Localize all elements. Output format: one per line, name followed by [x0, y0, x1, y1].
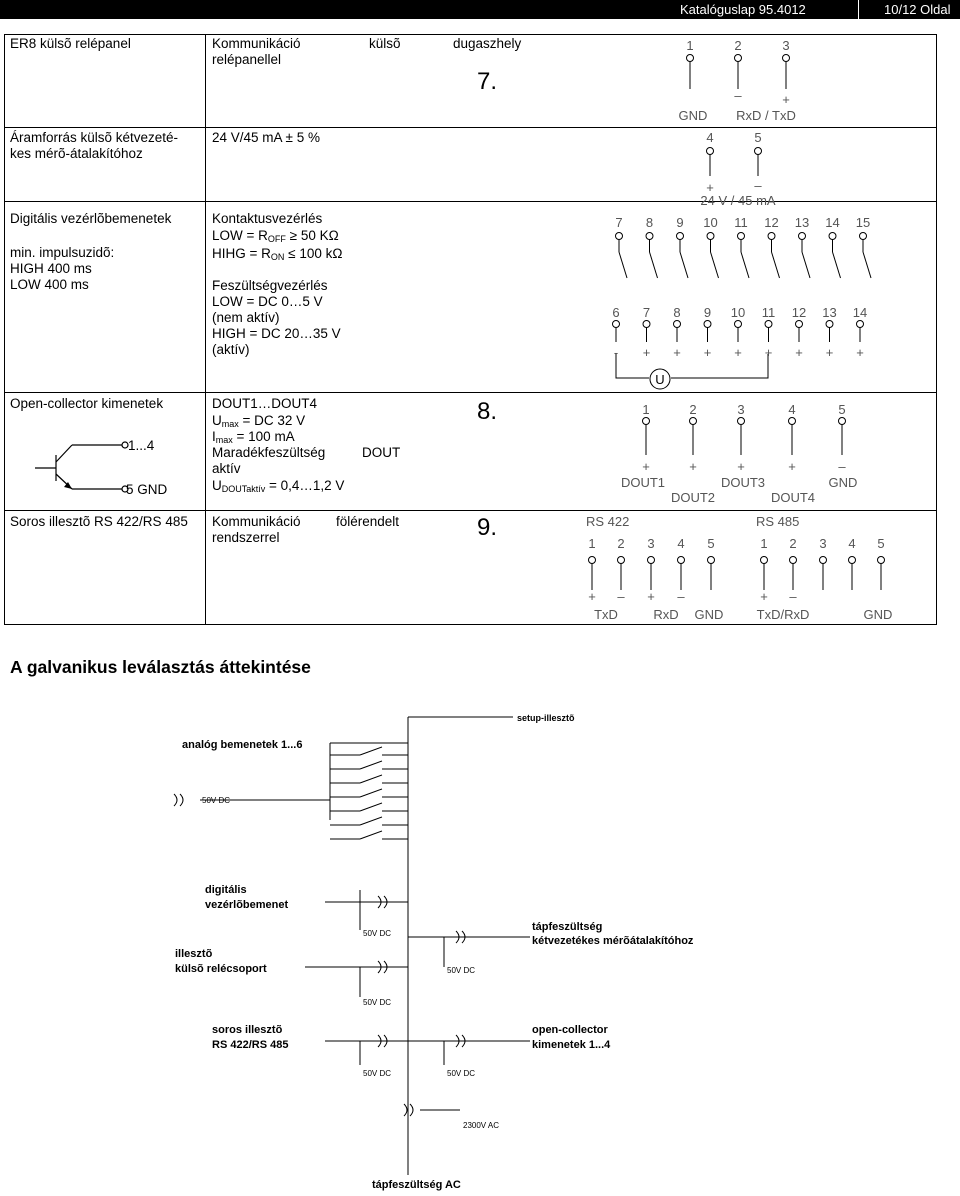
d7-input-sign-2: + — [673, 345, 681, 360]
d8-label-gnd: GND — [828, 475, 858, 490]
d7-terminal-mid-5: 5 — [754, 130, 762, 145]
row4-dout: DOUT — [362, 445, 401, 460]
gd-analog-switch-5 — [360, 817, 382, 825]
d7-input-sign-5: + — [764, 345, 773, 360]
row3-high-line: HIHG = $R_{ON} \le 100$ kΩ — [212, 246, 343, 262]
d7-sign-plus: + — [782, 92, 790, 107]
d8-label-dout4: DOUT4 — [770, 490, 816, 505]
d8-terminal-1: 1 — [642, 402, 650, 417]
d8-pin-3-circle — [738, 418, 745, 425]
row3-name-line3: min. impulsuzidõ: — [10, 245, 115, 260]
d7-input-top-pin-7 — [616, 233, 623, 240]
d8-pin-2-circle — [690, 418, 697, 425]
d7-input-switch-11 — [741, 252, 749, 278]
d9-label-rxd: RxD — [653, 607, 679, 622]
d7-input-bottom-11: 11 — [761, 305, 776, 320]
d7-input-switch-13 — [802, 252, 810, 278]
d8-terminal-5: 5 — [838, 402, 846, 417]
gd-label-v50-e: 50V DC — [363, 1069, 392, 1078]
d9-rs485-pin-3-circle — [820, 557, 827, 564]
d7-input-bottom-pin-14 — [857, 321, 864, 328]
gd-label-v2300: 2300V AC — [463, 1121, 500, 1130]
gd-label-v50-f: 50V DC — [447, 1069, 476, 1078]
d7-input-bottom-pin-6 — [613, 321, 620, 328]
d9-rs485-terminal-1: 1 — [760, 536, 768, 551]
d7-input-sign-1: + — [642, 345, 651, 360]
gd-analog-switch-1 — [360, 761, 382, 769]
transistor-symbol — [30, 425, 200, 505]
d7-input-top-7: 7 — [615, 215, 623, 230]
d7-input-bottom-13: 13 — [822, 305, 837, 320]
d7-sign-minus: – — [734, 88, 742, 103]
d8-sign-3: + — [788, 459, 796, 474]
d7-input-top-pin-9 — [677, 233, 684, 240]
row3-name-line4: HIGH 400 ms — [10, 261, 92, 276]
gd-label-serial-2: RS 422/RS 485 — [212, 1039, 289, 1051]
d8-label-dout3: DOUT3 — [720, 475, 766, 490]
d7-terminal-top-3: 3 — [782, 38, 790, 53]
row1-desc-left: Kommunikáció — [212, 36, 301, 51]
terminal-diagram-8 — [560, 393, 936, 510]
row5-desc-line2: rendszerrel — [212, 530, 280, 545]
row4-udout: $U_{DOUTaktív}$ = 0,4…1,2 V — [212, 478, 345, 494]
row3-low-line: LOW = $R_{OFF} \ge 50$ KΩ — [212, 228, 339, 244]
transistor-label-gnd: 5 GND — [126, 482, 168, 497]
d7-input-bottom-pin-8 — [674, 321, 681, 328]
d9-rs485-terminal-5: 5 — [877, 536, 885, 551]
row5-desc-left: Kommunikáció — [212, 514, 301, 529]
gd-barrier-ac-arc1 — [404, 1104, 407, 1116]
d7-input-sign-7: + — [825, 345, 834, 360]
row3-volt-line4: HIGH = DC 20…35 V — [212, 326, 341, 341]
d8-terminal-2: 2 — [689, 402, 697, 417]
gd-label-v50-c: 50V DC — [447, 966, 476, 975]
d7-sign-mid-plus: + — [706, 180, 714, 195]
row3-volt-line5: (aktív) — [212, 342, 250, 357]
d7-input-bottom-pin-12 — [796, 321, 803, 328]
d9-rs422-sign-3: – — [677, 589, 685, 604]
catalog-number: Katalóguslap 95.4012 — [680, 2, 806, 17]
row3-contact-title: Kontaktusvezérlés — [212, 211, 323, 226]
d9-rs422-terminal-3: 3 — [647, 536, 655, 551]
galvanic-isolation-diagram — [160, 705, 760, 1195]
d7-input-bottom-9: 9 — [703, 305, 712, 320]
page-number: 10/12 Oldal — [884, 2, 951, 17]
gd-barrier-analog-arc2 — [180, 794, 183, 806]
d7-input-top-10: 10 — [703, 215, 718, 230]
d8-terminal-3: 3 — [737, 402, 745, 417]
d7-meter-label: U — [655, 372, 665, 387]
d7-input-bottom-12: 12 — [791, 305, 807, 320]
gd-label-setup: setup-illesztõ — [517, 713, 575, 723]
d9-rs422-terminal-1: 1 — [588, 536, 596, 551]
gd-barrier-ac-arc2 — [410, 1104, 413, 1116]
row3-volt-line1: Feszültségvezérlés — [212, 278, 328, 293]
d7-pin-top-1-circle — [687, 55, 694, 62]
d9-rs422-sign-1: – — [617, 589, 625, 604]
d9-rs422-terminal-2: 2 — [617, 536, 625, 551]
gd-analog-switch-0 — [360, 747, 382, 755]
gd-label-v50-a: 50V DC — [202, 796, 231, 805]
d7-input-bottom-7: 7 — [642, 305, 651, 320]
d9-rs422-pin-4-circle — [678, 557, 685, 564]
d8-sign-2: + — [737, 459, 745, 474]
row5-desc-right: fölérendelt — [336, 514, 400, 529]
gd-label-analog: analóg bemenetek 1...6 — [182, 739, 303, 751]
row5-name: Soros illesztõ RS 422/RS 485 — [10, 514, 188, 529]
d9-label-gnd-2: GND — [863, 607, 893, 622]
d7-input-top-pin-13 — [799, 233, 806, 240]
row1-desc-right: külsõ — [369, 36, 401, 51]
gd-label-oc-2: kimenetek 1...4 — [532, 1039, 611, 1051]
row4-aktiv: aktív — [212, 461, 241, 476]
row3-volt-line3: (nem aktív) — [212, 310, 280, 325]
row4-residual: Maradékfeszültség — [212, 445, 326, 460]
d7-input-top-pin-10 — [707, 233, 714, 240]
gd-label-oc-1: open-collector — [532, 1024, 608, 1036]
d9-rs485-pin-5-circle — [878, 557, 885, 564]
gd-analog-switch-3 — [360, 789, 382, 797]
d9-rs422-terminal-5: 5 — [707, 536, 715, 551]
d8-pin-5-circle — [839, 418, 846, 425]
d7-input-switch-9 — [680, 252, 688, 278]
d7-terminal-top-2: 2 — [734, 38, 742, 53]
gd-label-digital-2: vezérlõbemenet — [205, 899, 289, 911]
d8-sign-0: + — [642, 459, 650, 474]
terminal-diagram-9 — [560, 511, 936, 624]
socket-number-9: 9. — [477, 514, 498, 541]
d7-input-top-pin-15 — [860, 233, 867, 240]
d7-input-bottom-pin-9 — [704, 321, 711, 328]
d7-meter-wire-right — [671, 354, 768, 378]
socket-number-7: 7. — [477, 68, 498, 95]
row1-name: ER8 külsõ relépanel — [10, 36, 131, 51]
d9-label-txd: TxD — [594, 607, 618, 622]
d7-input-bottom-pin-11 — [765, 321, 772, 328]
gd-label-digital-1: digitális — [205, 884, 247, 896]
row3-name-line5: LOW 400 ms — [10, 277, 89, 292]
d9-label-txd-rxd: TxD/RxD — [756, 607, 810, 622]
d9-rs422-pin-2-circle — [618, 557, 625, 564]
d7-input-sign-4: + — [734, 345, 742, 360]
d7-pin-mid-4-circle — [707, 148, 714, 155]
d7-input-sign-0: - — [613, 345, 619, 360]
d9-rs485-pin-4-circle — [849, 557, 856, 564]
d7-input-switch-10 — [711, 252, 719, 278]
d7-sign-mid-minus: – — [754, 178, 762, 193]
row4-imax: $I_{max} = 100$ mA — [212, 429, 295, 445]
d8-label-dout2: DOUT2 — [670, 490, 716, 505]
d7-input-top-12: 12 — [764, 215, 779, 230]
row4-umax: $U_{max}$ = DC 32 V — [212, 413, 306, 429]
d9-group-rs422: RS 422 — [586, 514, 630, 529]
d7-input-bottom-10: 10 — [730, 305, 746, 320]
d7-input-top-13: 13 — [794, 215, 810, 230]
d7-pin-top-3-circle — [783, 55, 790, 62]
d7-label-gnd: GND — [678, 108, 708, 123]
terminal-diagram-7 — [560, 34, 936, 394]
d9-rs422-pin-3-circle — [648, 557, 655, 564]
d7-input-switch-14 — [833, 252, 841, 278]
d9-rs485-terminal-4: 4 — [848, 536, 856, 551]
d8-pin-4-circle — [789, 418, 796, 425]
d7-terminal-mid-4: 4 — [706, 130, 714, 145]
d9-group-rs485: RS 485 — [756, 514, 800, 529]
d7-input-switch-15 — [863, 252, 871, 278]
d7-label-supply: 24 V / 45 mA — [700, 193, 776, 208]
d7-terminal-top-1: 1 — [686, 38, 694, 53]
d7-input-top-pin-8 — [646, 233, 653, 240]
row4-desc-title: DOUT1…DOUT4 — [212, 396, 318, 411]
d7-input-top-15: 15 — [855, 215, 871, 230]
d8-sign-4: – — [838, 459, 846, 474]
section-title: A galvanikus leválasztás áttekintése — [10, 657, 311, 677]
d7-input-switch-12 — [772, 252, 780, 278]
d8-terminal-4: 4 — [788, 402, 796, 417]
row3-name-line1: Digitális vezérlõbemenetek — [10, 211, 172, 226]
d7-input-top-pin-12 — [768, 233, 775, 240]
d7-label-rxd-txd: RxD / TxD — [736, 108, 796, 123]
gd-analog-switch-6 — [360, 831, 382, 839]
d7-input-bottom-14: 14 — [852, 305, 868, 320]
gd-label-supply-2: kétvezetékes mérõátalakítóhoz — [532, 935, 694, 947]
d7-input-bottom-6: 6 — [612, 305, 620, 320]
gd-label-serial-1: soros illesztõ — [212, 1024, 283, 1036]
d7-input-top-pin-11 — [738, 233, 745, 240]
gd-label-relay-1: illesztõ — [175, 948, 213, 960]
d7-input-bottom-pin-10 — [735, 321, 742, 328]
row4-name: Open-collector kimenetek — [10, 396, 164, 411]
d9-rs422-terminal-4: 4 — [677, 536, 685, 551]
d7-input-sign-3: + — [703, 345, 712, 360]
d7-input-switch-7 — [619, 252, 627, 278]
row2-name-line2: kes mérõ-átalakítóhoz — [10, 146, 143, 161]
d7-input-switch-8 — [650, 252, 658, 278]
transistor-label-outputs: 1...4 — [128, 438, 155, 453]
row1-socket-label: dugaszhely — [453, 36, 522, 51]
d9-label-gnd-1: GND — [694, 607, 724, 622]
row1-desc-line2: relépanellel — [212, 52, 282, 67]
gd-label-relay-2: külsõ relécsoport — [175, 963, 267, 975]
d7-input-bottom-pin-7 — [643, 321, 650, 328]
d9-rs485-terminal-3: 3 — [819, 536, 827, 551]
d8-sign-1: + — [689, 459, 697, 474]
gd-barrier-analog-arc1 — [174, 794, 177, 806]
d7-input-top-9: 9 — [676, 215, 684, 230]
socket-number-8: 8. — [477, 398, 498, 425]
row2-desc: 24 V/45 mA ± 5 % — [212, 130, 320, 145]
d9-rs422-pin-1-circle — [589, 557, 596, 564]
gd-label-supply-ac: tápfeszültség AC — [372, 1179, 461, 1191]
d9-rs485-sign-0: + — [760, 589, 768, 604]
d7-input-top-11: 11 — [734, 215, 748, 230]
d7-input-bottom-pin-13 — [826, 321, 833, 328]
d7-input-bottom-8: 8 — [673, 305, 681, 320]
d9-rs485-pin-1-circle — [761, 557, 768, 564]
gd-label-v50-d: 50V DC — [363, 998, 392, 1007]
d7-pin-top-2-circle — [735, 55, 742, 62]
row3-volt-line2: LOW = DC 0…5 V — [212, 294, 323, 309]
gd-label-v50-b: 50V DC — [363, 929, 392, 938]
d9-rs422-pin-5-circle — [708, 557, 715, 564]
gd-analog-switch-4 — [360, 803, 382, 811]
d8-label-dout1: DOUT1 — [620, 475, 666, 490]
row2-name-line1: Áramforrás külsõ kétvezeté- — [10, 130, 179, 145]
d9-rs485-pin-2-circle — [790, 557, 797, 564]
d7-input-top-14: 14 — [825, 215, 840, 230]
gd-label-supply-1: tápfeszültség — [532, 921, 603, 933]
gd-analog-switch-2 — [360, 775, 382, 783]
d7-input-top-8: 8 — [645, 215, 654, 230]
d9-rs422-sign-2: + — [647, 589, 655, 604]
d7-input-sign-6: + — [795, 345, 803, 360]
d7-input-top-pin-14 — [829, 233, 836, 240]
d8-pin-1-circle — [643, 418, 650, 425]
d9-rs485-terminal-2: 2 — [789, 536, 797, 551]
d7-input-sign-8: + — [856, 345, 864, 360]
d7-pin-mid-5-circle — [755, 148, 762, 155]
d9-rs422-sign-0: + — [588, 589, 596, 604]
d9-rs485-sign-1: – — [789, 589, 797, 604]
